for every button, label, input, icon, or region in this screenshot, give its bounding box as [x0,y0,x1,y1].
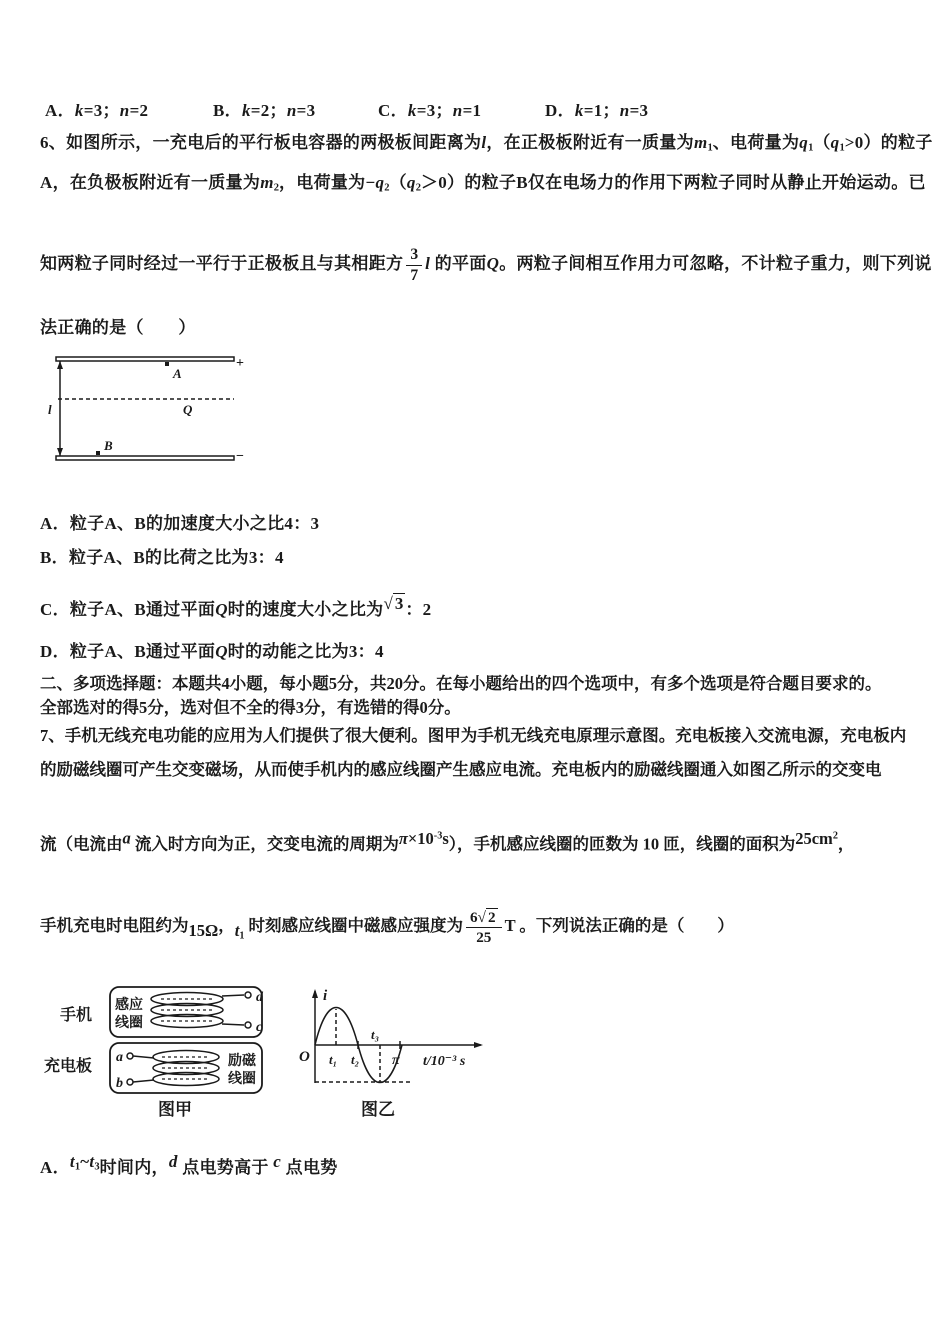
q5-option-a: A．k=3；n=2 [45,101,149,120]
excitation-coil-label-2: 线圈 [228,1072,256,1087]
q6-option-d: D．粒子A、B通过平面Q时的动能之比为3：4 [40,642,384,661]
top-plate [56,357,234,361]
q6-option-b: B．粒子A、B的比荷之比为3：4 [40,548,284,567]
y-axis-label: i [323,988,328,1004]
x-axis-unit-label: t/10⁻³ s [423,1054,466,1069]
q7-stem-line2: 的励磁线圈可产生交变磁场，从而使手机内的感应线圈产生感应电流。充电板内的励磁线圈通入如图乙所示的交变电 [40,760,882,779]
terminal-d [245,992,251,998]
particle-b-dot [96,451,100,455]
q5-option-d: D．k=1；n=3 [545,101,649,120]
q5-option-b: B．k=2；n=3 [213,101,316,120]
figure-jia-caption: 图甲 [158,1100,192,1119]
charging-board-label: 充电板 [44,1058,93,1075]
terminal-b-label: b [116,1076,123,1091]
lead-b [133,1080,154,1082]
bottom-plate [56,456,234,460]
q6-stem-line2: A，在负极板附近有一质量为$m_2$，电荷量为$-q_2(q_2>0)$的粒子B仅在电场力的作用下两粒子同时从静止开始运动。已 [40,173,926,194]
q6-stem-line3: 知两粒子同时经过一平行于正极板且与其相距方 $\frac{3}{7}$ l 的平面Q。两粒子间相互作用力可忽略，不计粒子重力，则下列说 [40,246,932,284]
q7-figure-jia [40,983,292,1121]
excitation-coil-label-1: 励磁 [228,1054,256,1069]
arrowhead-up [57,361,63,369]
q6-option-a: A．粒子A、B的加速度大小之比4：3 [40,514,320,533]
arrowhead-down [57,448,63,456]
particle-a-dot [165,362,169,366]
q6-capacitor-figure [46,350,246,472]
q7-option-a: A．$t_1\sim t_3$时间内，d 点电势高于 c 点电势 [40,1152,338,1177]
particle-b-label: B [104,438,113,453]
q5-option-c: C．k=3；n=1 [378,101,482,120]
t3-label: t₃ [371,1027,380,1042]
terminal-a-label: a [116,1050,123,1065]
gap-l-label: l [48,402,52,417]
q6-stem-line4: 法正确的是（ ） [40,318,196,337]
induction-coil-label-2: 线圈 [115,1016,143,1031]
phone-label: 手机 [60,1007,93,1024]
t1-label: t₁ [329,1052,338,1067]
plane-q-label: Q [183,402,193,417]
q6-option-c: C．粒子A、B通过平面Q时的速度大小之比为√ 3 ：2 [40,594,432,619]
terminal-c [245,1022,251,1028]
terminal-c-label: c [256,1020,263,1035]
section2-heading-line1: 二、多项选择题：本题共4小题，每小题5分，共20分。在每小题给出的四个选项中，有多个选项是符合题目要求的。 [40,674,882,693]
lead-d [222,995,244,996]
q6-stem-line1: 6、如图所示，一充电后的平行板电容器的两极板间距离为l，在正极板附近有一质量为$m_1$、电荷量为$q_1(q_1>0)$的粒子 [40,133,933,154]
figure-yi-caption: 图乙 [361,1100,395,1119]
q7-figure-yi [293,983,508,1123]
x-axis-arrowhead [474,1042,483,1048]
induction-coil-label-1: 感应 [115,998,143,1013]
q7-stem-line1: 7、手机无线充电功能的应用为人们提供了很大便利。图甲为手机无线充电原理示意图。充电板接入交流电源，充电板内 [40,726,907,745]
q7-stem-line3: 流（电流由a 流入时方向为正，交变电流的周期为$\pi\times 10^{-3}s$），手机感应线圈的匝数为 10 匝，线圈的面积为$25cm^2$， [40,828,855,854]
plus-sign: + [236,356,244,371]
q7-stem-line4: 手机充电时电阻约为15Ω，$t_1$ 时刻感应线圈中磁感应强度为 $\frac{6√ 2}{25}$ T 。下列说法正确的是（ ） [40,908,734,947]
terminal-b [127,1079,133,1085]
pi-label: π [392,1053,400,1068]
lead-a [133,1056,154,1058]
lead-c [222,1024,244,1025]
minus-sign: − [236,449,244,464]
section2-heading-line2: 全部选对的得5分，选对但不全的得3分，有选错的得0分。 [40,698,461,717]
terminal-a [127,1053,133,1059]
particle-a-label: A [173,366,182,381]
t2-label: t₂ [351,1052,360,1067]
terminal-d-label: d [256,990,263,1005]
y-axis-arrowhead [312,989,318,998]
origin-label: O [299,1049,310,1065]
